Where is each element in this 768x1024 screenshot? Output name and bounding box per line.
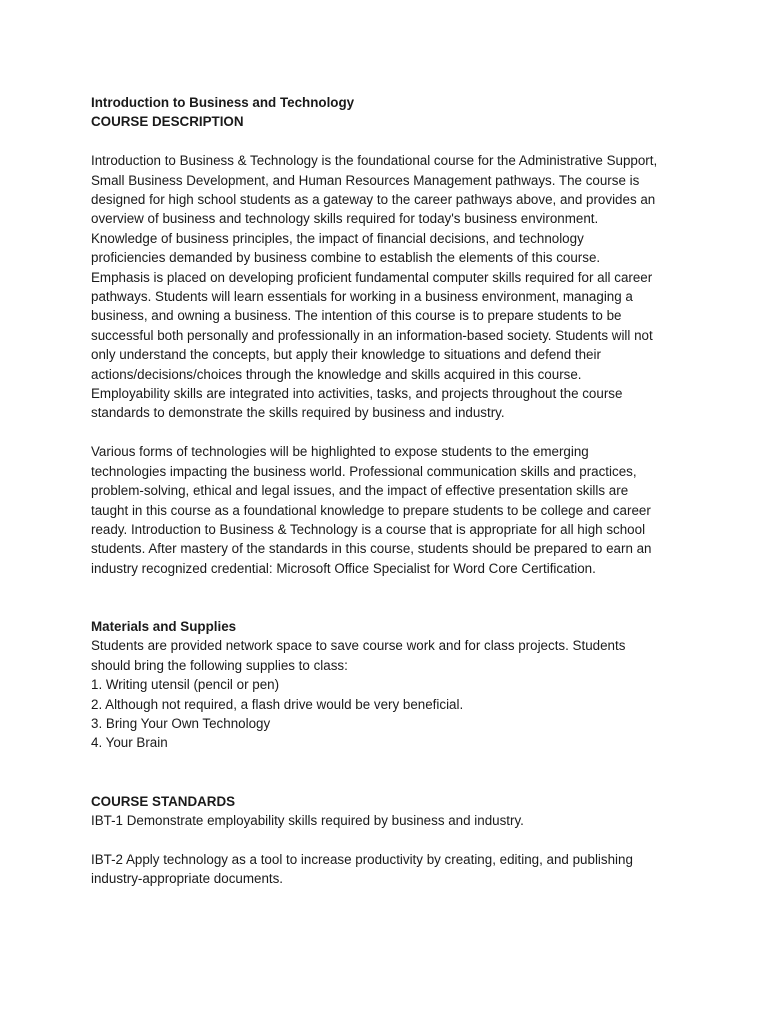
paragraph-line: Emphasis is placed on developing proficient fundamental computer skills required for all career (91, 269, 653, 285)
paragraph-line: technologies impacting the business world. Professional communication skills and practices, (91, 463, 637, 479)
supplies-list (91, 675, 691, 753)
supplies-list-item: 1. Writing utensil (pencil or pen) (91, 677, 280, 693)
paragraph-line: successful both personally and professionally in an information-based society. Students will not (91, 327, 653, 343)
materials-intro-line: should bring the following supplies to class: (91, 657, 348, 673)
paragraph-line: Various forms of technologies will be highlighted to expose students to the emerging (91, 444, 589, 460)
paragraph-line: Small Business Development, and Human Resources Management pathways. The course is (91, 172, 640, 188)
materials-heading: Materials and Supplies (91, 618, 237, 634)
paragraph-line: ready. Introduction to Business & Technology is a course that is appropriate for all high school (91, 521, 646, 537)
spacer (91, 423, 691, 442)
spacer (91, 753, 691, 792)
paragraph-line: overview of business and technology skills required for today's business environment. (91, 211, 599, 227)
paragraph-line: proficiencies demanded by business combine to establish the elements of this course. (91, 250, 601, 266)
paragraph-line: pathways. Students will learn essentials for working in a business environment, managing a (91, 289, 633, 305)
supplies-list-item: 3. Bring Your Own Technology (91, 715, 271, 731)
description-paragraph-2 (91, 442, 691, 578)
paragraph-line: taught in this course as a foundational knowledge to prepare students to be college and career (91, 502, 651, 518)
supplies-list-item: 4. Your Brain (91, 735, 168, 751)
spacer (91, 830, 691, 849)
paragraph-line: designed for high school students as a gateway to the career pathways above, and provides an (91, 192, 656, 208)
paragraph-line: Employability skills are integrated into activities, tasks, and projects throughout the course (91, 386, 623, 402)
spacer (91, 132, 691, 151)
materials-intro-line: Students are provided network space to save course work and for class projects. Students (91, 638, 626, 654)
document-title: Introduction to Business and Technology (91, 95, 355, 110)
materials-section (91, 617, 691, 753)
standard-ibt-2: IBT-2 Apply technology as a tool to increase productivity by creating, editing, and publishing (91, 851, 633, 867)
document-content (91, 93, 691, 889)
paragraph-line: Knowledge of business principles, the impact of financial decisions, and technology (91, 230, 584, 246)
paragraph-line: business, and owning a business. The intention of this course is to prepare students to be (91, 308, 622, 324)
paragraph-line: problem-solving, ethical and legal issues, and the impact of effective presentation skills are (91, 483, 629, 499)
paragraph-line: industry recognized credential: Microsoft Office Specialist for Word Core Certification. (91, 560, 596, 576)
paragraph-line: Introduction to Business & Technology is the foundational course for the Administrative Support, (91, 153, 658, 169)
paragraph-line: only understand the concepts, but apply their knowledge to situations and defend their (91, 347, 601, 363)
supplies-list-item: 2. Although not required, a flash drive would be very beneficial. (91, 696, 464, 712)
paragraph-line: standards to demonstrate the skills required by business and industry. (91, 405, 505, 421)
course-description-heading: COURSE DESCRIPTION (91, 114, 244, 130)
paragraph-line: actions/decisions/choices through the knowledge and skills acquired in this course. (91, 366, 582, 382)
standard-ibt-2-continued: industry-appropriate documents. (91, 871, 284, 887)
standards-section (91, 792, 691, 889)
description-paragraph-1 (91, 151, 691, 423)
standard-ibt-1: IBT-1 Demonstrate employability skills required by business and industry. (91, 812, 524, 828)
standards-heading: COURSE STANDARDS (91, 793, 236, 809)
spacer (91, 578, 691, 617)
paragraph-line: students. After mastery of the standards in this course, students should be prepared to earn an (91, 541, 652, 557)
